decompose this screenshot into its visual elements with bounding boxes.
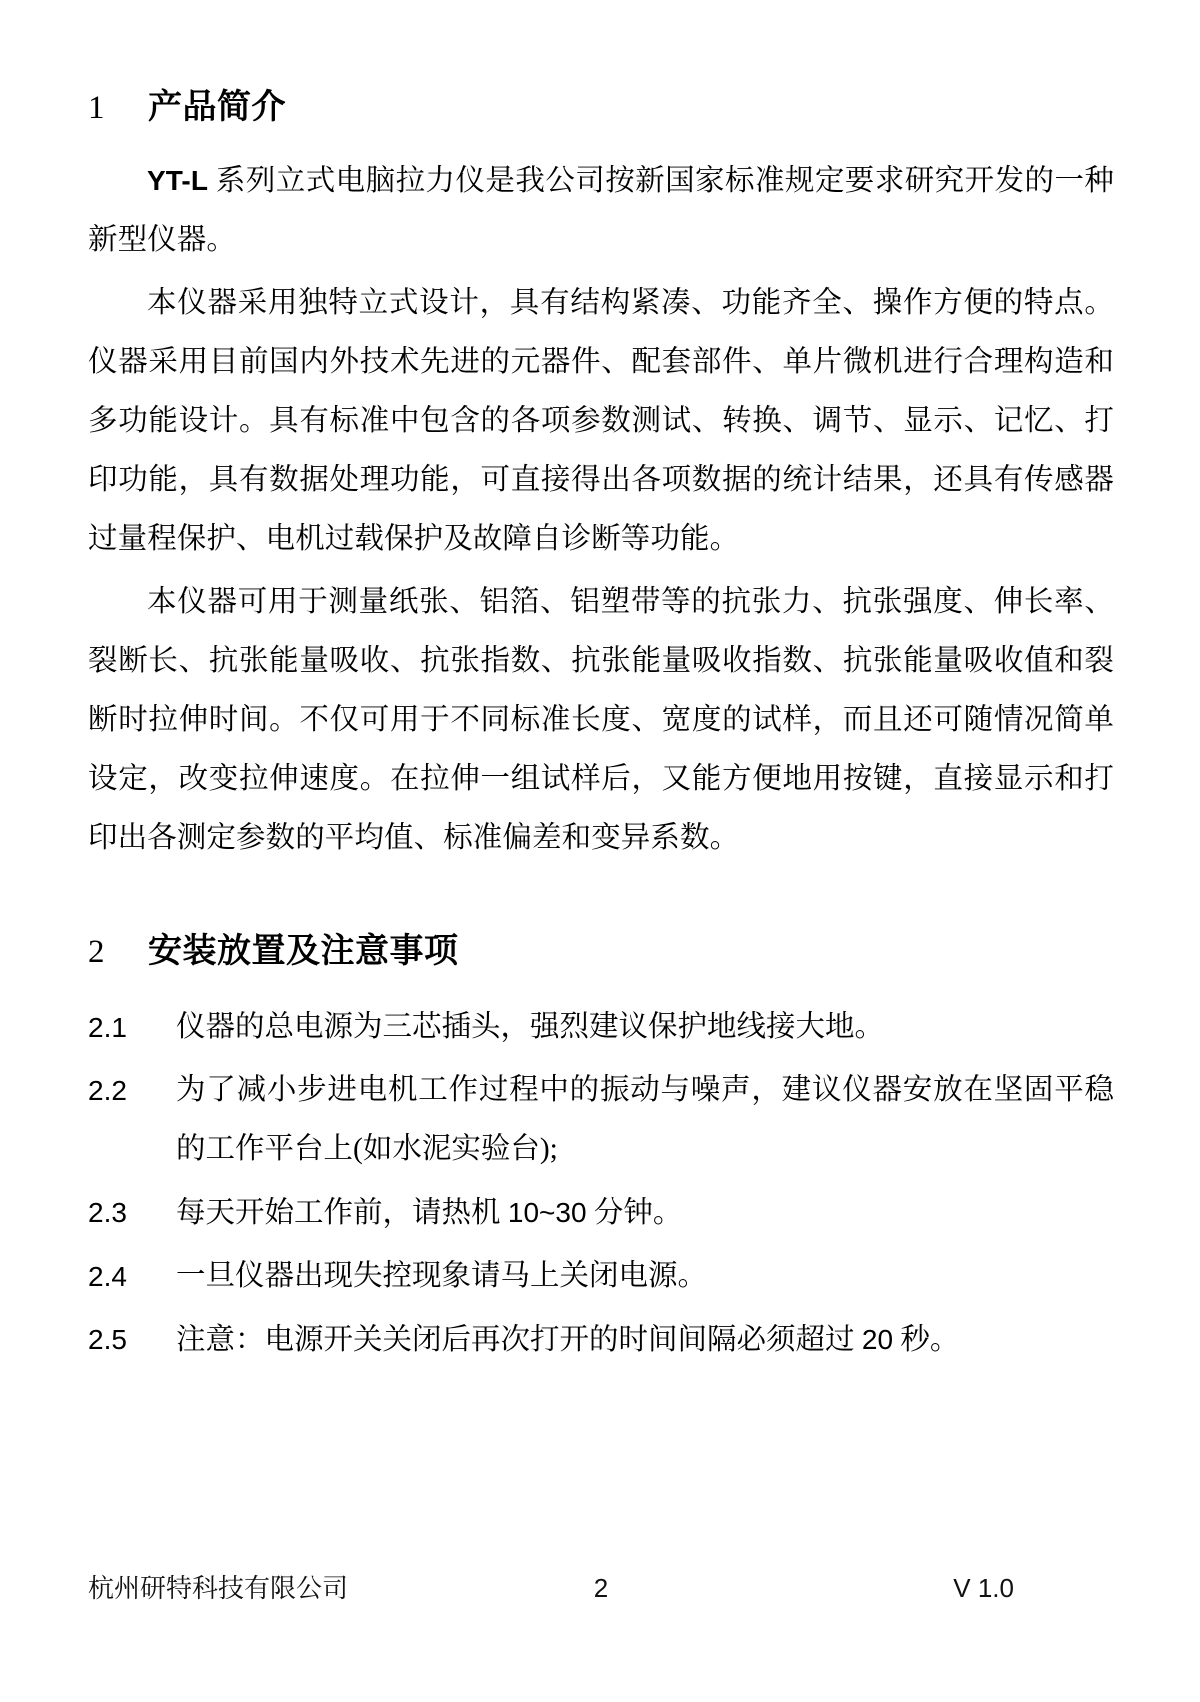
section-number-1: 1	[88, 90, 105, 126]
clause-text-2-1: 仪器的总电源为三芯插头，强烈建议保护地线接大地。	[176, 1010, 885, 1043]
clause-number-2-2: 2.2	[88, 1074, 127, 1106]
page-content	[88, 86, 1114, 1374]
clause-text-2-4: 一旦仪器出现失控现象请马上关闭电源。	[176, 1259, 708, 1292]
clause-text-2-5-before: 注意：电源开关关闭后再次打开的时间间隔必须超过	[176, 1323, 862, 1356]
clause-text-2-2: 为了减小步进电机工作过程中的振动与噪声，建议仪器安放在坚固平稳的工作平台上(如水泥实验台);	[176, 1073, 1114, 1165]
clause-number-2-3: 2.3	[88, 1196, 127, 1228]
paragraph-1-2: 本仪器采用独特立式设计，具有结构紧凑、功能齐全、操作方便的特点。仪器采用目前国内外技术先进的元器件、配套部件、单片微机进行合理构造和多功能设计。具有标准中包含的各项参数测试、转换、调节、显示、记忆、打印功能，具有数据处理功能，可直接得出各项数据的统计结果，还具有传感器过量程保护、电机过载保护及故障自诊断等功能。	[88, 287, 1114, 556]
section-number-2: 2	[88, 934, 105, 971]
clause-2-5	[88, 1310, 1114, 1370]
product-model-label: YT-L	[147, 165, 209, 197]
section-heading-1	[88, 86, 1114, 129]
section-title-2: 安装放置及注意事项	[148, 932, 459, 971]
warmup-duration-value: 10~30	[507, 1196, 587, 1228]
clause-text-2-3-before: 每天开始工作前，请热机	[176, 1196, 508, 1229]
section-heading-2	[88, 930, 1114, 973]
clause-2-1	[88, 998, 1114, 1057]
footer-version: V 1.0	[953, 1573, 1014, 1603]
clause-text-2-3-after: 分钟。	[586, 1196, 683, 1229]
clause-number-2-4: 2.4	[88, 1260, 127, 1292]
footer-company-name: 杭州研特科技有限公司	[88, 1573, 349, 1603]
clause-text-2-5-after: 秒。	[893, 1323, 960, 1356]
clause-number-2-1: 2.1	[88, 1011, 127, 1043]
power-interval-value: 20	[861, 1323, 894, 1355]
paragraph-1-1	[88, 151, 1114, 270]
section-title-1: 产品简介	[148, 88, 286, 126]
clause-2-4	[88, 1247, 1114, 1306]
clause-2-3	[88, 1183, 1114, 1243]
clause-number-2-5: 2.5	[88, 1323, 127, 1355]
clause-text-2-5	[176, 1310, 1114, 1370]
page-footer	[88, 1568, 1114, 1605]
paragraph-1-1-text: 系列立式电脑拉力仪是我公司按新国家标准规定要求研究开发的一种新型仪器。	[88, 165, 1114, 257]
clause-text-2-3	[176, 1183, 1114, 1243]
clause-2-2	[88, 1061, 1114, 1179]
footer-page-number: 2	[593, 1573, 609, 1603]
section-spacer	[88, 872, 1114, 930]
paragraph-1-3: 本仪器可用于测量纸张、铝箔、铝塑带等的抗张力、抗张强度、伸长率、裂断长、抗张能量吸收、抗张指数、抗张能量吸收指数、抗张能量吸收值和裂断时拉伸时间。不仅可用于不同标准长度、宽度的试样，而且还可随情况简单设定，改变拉伸速度。在拉伸一组试样后，又能方便地用按键，直接显示和打印出各测定参数的平均值、标准偏差和变异系数。	[88, 586, 1114, 855]
